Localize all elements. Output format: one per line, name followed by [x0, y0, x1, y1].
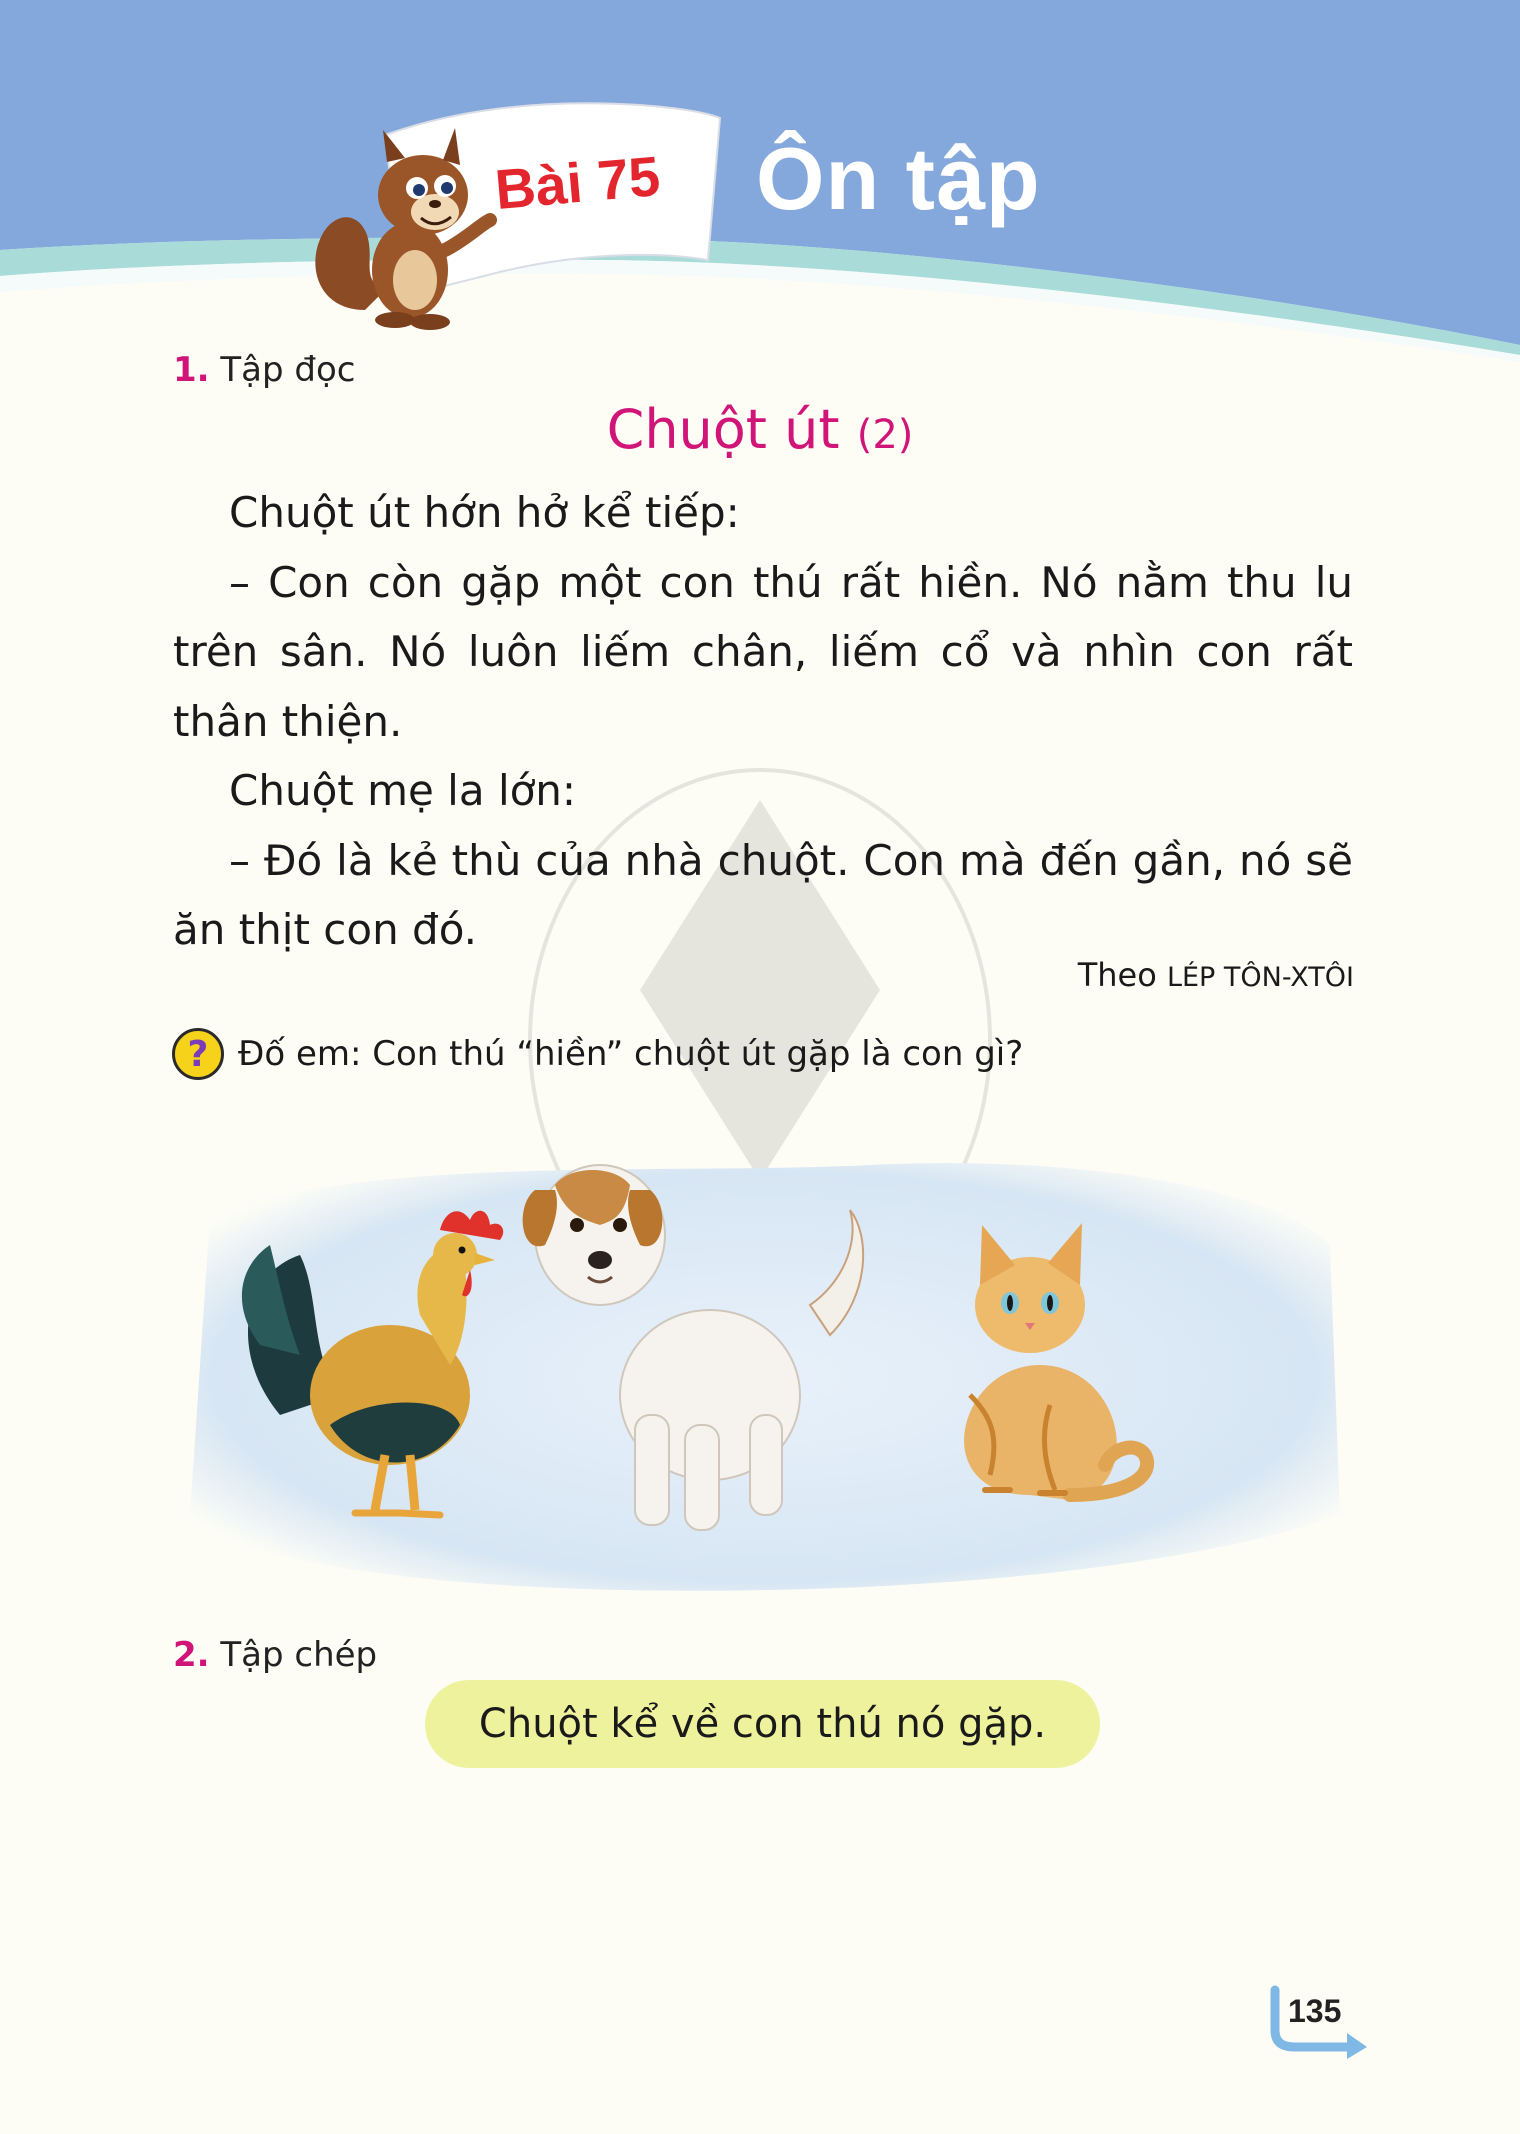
section-1-heading — [173, 350, 355, 390]
squirrel-icon — [305, 120, 505, 330]
lesson-badge: Bài 75 — [492, 143, 663, 222]
animals-illustration — [170, 1095, 1350, 1605]
author-credit — [1078, 956, 1354, 994]
story-body — [173, 478, 1353, 965]
story-title — [0, 398, 1520, 461]
author-prefix: Theo — [1077, 956, 1157, 994]
question-text: Đố em: Con thú “hiền” chuột út gặp là con gì? — [238, 1034, 1024, 1074]
section-2-heading — [173, 1635, 377, 1675]
lesson-title: Ôn tập — [756, 129, 1041, 228]
question-row — [172, 1028, 1023, 1080]
author-name: LÉP TÔN-XTÔI — [1166, 962, 1354, 993]
section-1-number: 1. — [173, 350, 210, 390]
story-paragraph: Chuột mẹ la lớn: — [229, 766, 577, 815]
section-1-label: Tập đọc — [220, 350, 356, 390]
question-icon: ? — [172, 1028, 224, 1080]
story-title-text: Chuột út — [606, 398, 840, 461]
story-paragraph: Chuột út hớn hở kể tiếp: — [229, 488, 740, 537]
copy-sentence: Chuột kể về con thú nó gặp. — [478, 1701, 1047, 1747]
story-paragraph: – Đó là kẻ thù của nhà chuột. Con mà đến gần, nó sẽ ăn thịt con đó. — [173, 835, 1353, 954]
section-2-label: Tập chép — [220, 1635, 378, 1675]
story-part: (2) — [856, 412, 914, 458]
copy-sentence-box — [425, 1680, 1100, 1768]
section-2-number: 2. — [173, 1635, 210, 1675]
page-number: 135 — [1288, 1993, 1342, 2029]
story-paragraph: – Con còn gặp một con thú rất hiền. Nó nằm thu lu trên sân. Nó luôn liếm chân, liếm cổ và nhìn con rất thân thiện. — [173, 557, 1353, 746]
